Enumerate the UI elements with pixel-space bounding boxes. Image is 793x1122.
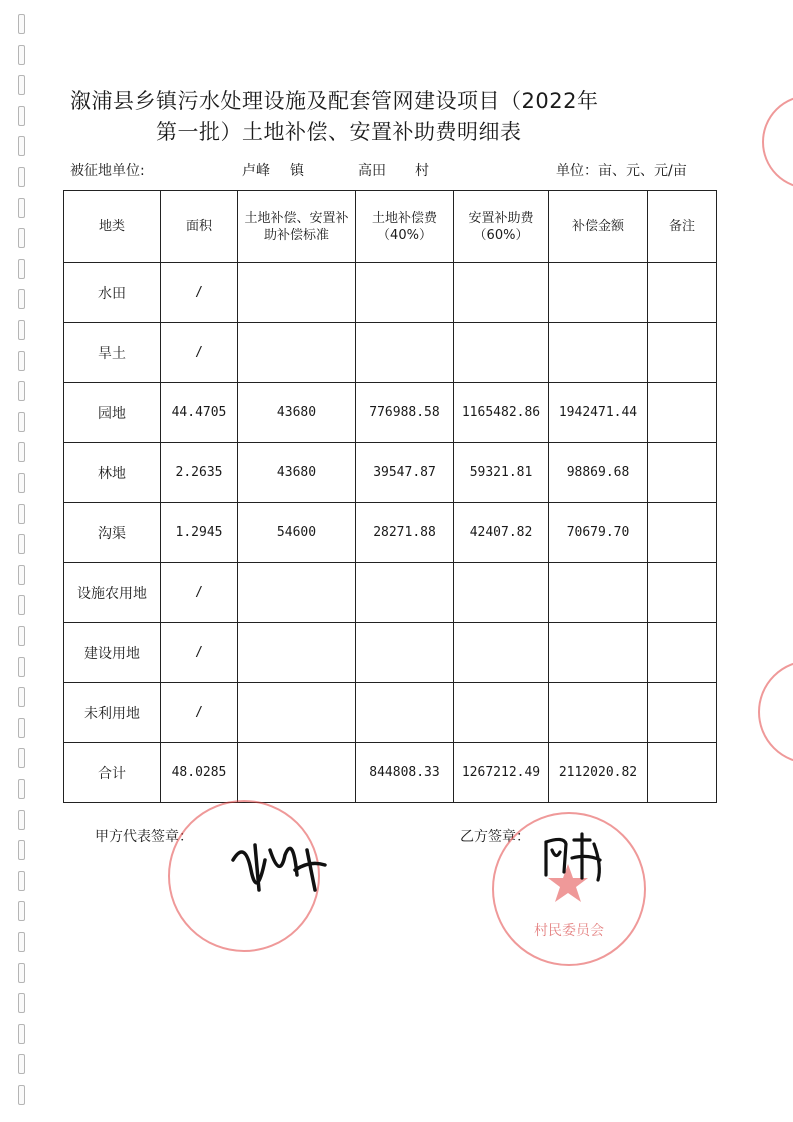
table-cell-type: 旱土: [64, 323, 161, 383]
party-a-handwritten-signature: [225, 830, 345, 900]
table-cell-standard: [238, 263, 356, 323]
table-cell-resettle-fee: [454, 683, 549, 743]
table-row: [64, 683, 717, 743]
header-area: 面积: [161, 191, 238, 263]
binding-hole: [18, 473, 25, 493]
table-cell-type: 园地: [64, 383, 161, 443]
binding-hole: [18, 963, 25, 983]
table-cell-total: [549, 323, 648, 383]
table-cell-total: [549, 683, 648, 743]
table-cell-land-fee: 776988.58: [356, 383, 454, 443]
table-cell-total: [549, 263, 648, 323]
binding-hole: [18, 1024, 25, 1044]
table-cell-land-fee: [356, 683, 454, 743]
binding-hole: [18, 106, 25, 126]
table-cell-area: 48.0285: [161, 743, 238, 803]
title-line-1: 溆浦县乡镇污水处理设施及配套管网建设项目（2022年: [70, 89, 599, 113]
binding-hole: [18, 289, 25, 309]
binding-hole: [18, 442, 25, 462]
compensation-table: [63, 190, 717, 803]
binding-hole: [18, 320, 25, 340]
binding-hole: [18, 1054, 25, 1074]
table-cell-total: 1942471.44: [549, 383, 648, 443]
edge-stamp-middle: [758, 660, 793, 764]
binding-hole: [18, 932, 25, 952]
table-cell-area: 44.4705: [161, 383, 238, 443]
table-cell-resettle-fee: 1267212.49: [454, 743, 549, 803]
binding-hole: [18, 595, 25, 615]
table-row: [64, 263, 717, 323]
table-cell-area: 2.2635: [161, 443, 238, 503]
table-row: [64, 743, 717, 803]
binding-hole: [18, 75, 25, 95]
binding-hole: [18, 259, 25, 279]
binding-hole: [18, 779, 25, 799]
table-cell-remark: [648, 623, 717, 683]
town-suffix: 镇: [290, 163, 304, 179]
table-cell-total: [549, 563, 648, 623]
table-cell-land-fee: [356, 323, 454, 383]
table-cell-remark: [648, 263, 717, 323]
table-cell-standard: 54600: [238, 503, 356, 563]
table-cell-standard: 43680: [238, 443, 356, 503]
units-label: 单位：亩、元、元/亩: [556, 163, 687, 179]
table-cell-resettle-fee: [454, 623, 549, 683]
binding-hole: [18, 748, 25, 768]
table-row: [64, 443, 717, 503]
table-cell-land-fee: 39547.87: [356, 443, 454, 503]
binding-hole: [18, 565, 25, 585]
table-cell-area: /: [161, 623, 238, 683]
table-cell-resettle-fee: [454, 263, 549, 323]
table-cell-land-fee: [356, 263, 454, 323]
header-standard: 土地补偿、安置补助补偿标准: [238, 191, 356, 263]
table-cell-standard: [238, 743, 356, 803]
table-header-row: [64, 191, 717, 263]
binding-hole: [18, 136, 25, 156]
table-cell-resettle-fee: 59321.81: [454, 443, 549, 503]
table-cell-resettle-fee: 1165482.86: [454, 383, 549, 443]
table-cell-land-fee: [356, 623, 454, 683]
table-cell-land-fee: [356, 563, 454, 623]
table-cell-type: 合计: [64, 743, 161, 803]
binding-hole: [18, 993, 25, 1013]
town-name: 卢峰: [242, 163, 270, 179]
table-cell-standard: [238, 683, 356, 743]
header-remark: 备注: [648, 191, 717, 263]
binding-hole: [18, 381, 25, 401]
table-cell-type: 水田: [64, 263, 161, 323]
table-cell-total: 2112020.82: [549, 743, 648, 803]
table-cell-remark: [648, 743, 717, 803]
header-total: 补偿金额: [549, 191, 648, 263]
binding-hole: [18, 351, 25, 371]
binding-hole: [18, 167, 25, 187]
table-cell-remark: [648, 503, 717, 563]
binding-hole: [18, 504, 25, 524]
village-name: 高田: [358, 163, 386, 179]
binding-hole: [18, 871, 25, 891]
binding-hole: [18, 687, 25, 707]
header-land-type: 地类: [64, 191, 161, 263]
info-row: [70, 160, 715, 182]
table-cell-type: 林地: [64, 443, 161, 503]
table-cell-land-fee: 844808.33: [356, 743, 454, 803]
table-row: [64, 323, 717, 383]
table-cell-remark: [648, 323, 717, 383]
binding-hole: [18, 626, 25, 646]
table-row: [64, 503, 717, 563]
table-cell-area: 1.2945: [161, 503, 238, 563]
unit-label: 被征地单位:: [70, 163, 145, 179]
table-row: [64, 383, 717, 443]
party-b-signature-label: 乙方签章：: [460, 829, 530, 845]
village-suffix: 村: [415, 163, 429, 179]
binding-hole: [18, 228, 25, 248]
title-line-2: 第一批）土地补偿、安置补助费明细表: [156, 120, 522, 144]
binding-hole: [18, 901, 25, 921]
header-resettle-fee: 安置补助费（60%）: [454, 191, 549, 263]
table-cell-area: /: [161, 323, 238, 383]
party-b-handwritten-signature: [540, 830, 610, 885]
edge-stamp-top: [762, 95, 793, 189]
table-cell-area: /: [161, 563, 238, 623]
table-cell-standard: 43680: [238, 383, 356, 443]
binding-hole: [18, 1085, 25, 1105]
header-land-fee: 土地补偿费（40%）: [356, 191, 454, 263]
table-cell-total: 70679.70: [549, 503, 648, 563]
table-cell-standard: [238, 563, 356, 623]
table-cell-area: /: [161, 263, 238, 323]
table-cell-area: /: [161, 683, 238, 743]
table-cell-type: 未利用地: [64, 683, 161, 743]
document-title: [70, 86, 670, 148]
table-cell-remark: [648, 683, 717, 743]
binding-hole: [18, 657, 25, 677]
binding-hole: [18, 840, 25, 860]
table-row: [64, 623, 717, 683]
binding-hole: [18, 534, 25, 554]
table-cell-remark: [648, 443, 717, 503]
table-cell-standard: [238, 623, 356, 683]
binding-hole: [18, 412, 25, 432]
table-cell-total: [549, 623, 648, 683]
party-a-signature-label: 甲方代表签章：: [95, 829, 193, 845]
table-cell-remark: [648, 383, 717, 443]
table-cell-standard: [238, 323, 356, 383]
table-cell-resettle-fee: [454, 563, 549, 623]
binding-hole: [18, 198, 25, 218]
table-cell-type: 设施农用地: [64, 563, 161, 623]
binding-hole: [18, 45, 25, 65]
table-cell-type: 沟渠: [64, 503, 161, 563]
table-cell-remark: [648, 563, 717, 623]
table-cell-resettle-fee: 42407.82: [454, 503, 549, 563]
table-cell-type: 建设用地: [64, 623, 161, 683]
party-b-stamp-text: 村民委员会: [534, 923, 604, 939]
binding-holes: [18, 0, 32, 1122]
table-cell-resettle-fee: [454, 323, 549, 383]
binding-hole: [18, 14, 25, 34]
table-cell-land-fee: 28271.88: [356, 503, 454, 563]
binding-hole: [18, 810, 25, 830]
binding-hole: [18, 718, 25, 738]
table-row: [64, 563, 717, 623]
table-cell-total: 98869.68: [549, 443, 648, 503]
